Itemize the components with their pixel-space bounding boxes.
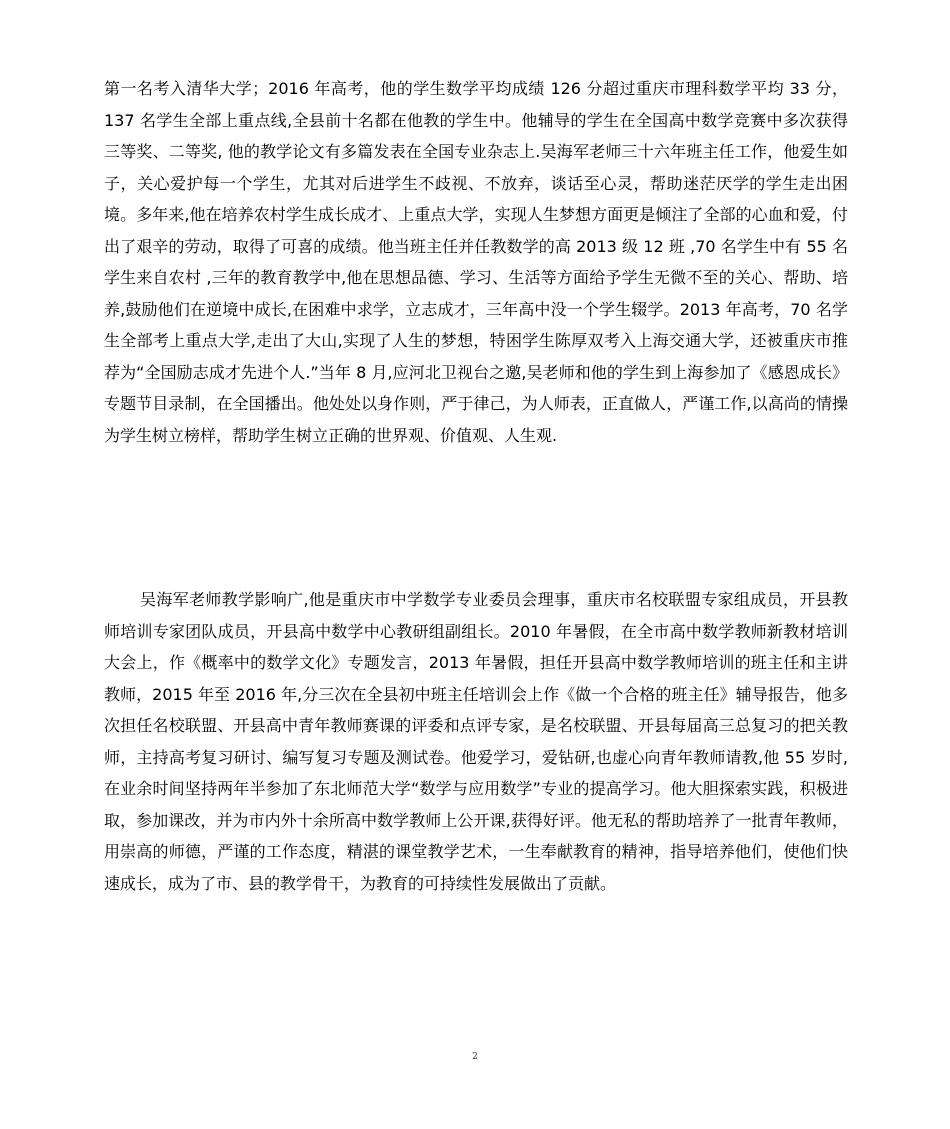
body-paragraph: 吴海军老师教学影响广,他是重庆市中学数学专业委员会理事，重庆市名校联盟专家组成员，开县教师培训专家团队成员，开县高中数学中心教研组副组长。2010 年暑假，在全市高中数学教师新教材培训大会上，作《概率中的数学文化》专题发言，2013 年暑假，担任开县高中数学教师培训的班主任和主讲教师，2015 年至 2016 年,分三次在全县初中班主任培训会上作《做一个合格的班主任》辅导报告，他多次担任名校联盟、开县高中青年教师赛课的评委和点评专家，是名校联盟、开县每届高三总复习的把关教师，主持高考复习研讨、编写复习专题及测试卷。他爱学习，爱钻研,也虚心向青年教师请教,他 55 岁时,在业余时间坚持两年半参加了东北师范大学“数学与应用数学”专业的提高学习。他大胆探索实践，积极进取，参加课改，并为市内外十余所高中数学教师上公开课,获得好评。他无私的帮助培养了一批青年教师，用崇高的师德，严谨的工作态度，精湛的课堂教学艺术，一生奉献教育的精神，指导培养他们，使他们快速成长，成为了市、县的教学骨干，为教育的可持续性发展做出了贡献。 xyxy=(104,590,848,893)
page-number: 2 xyxy=(472,1052,478,1062)
body-paragraph: 第一名考入清华大学；2016 年高考，他的学生数学平均成绩 126 分超过重庆市理科数学平均 33 分，137 名学生全部上重点线,全县前十名都在他教的学生中。他辅导的学生在全国高中数学竞赛中多次获得三等奖、二等奖, 他的教学论文有多篇发表在全国专业杂志上.吴海军老师三十六年班主任工作，他爱生如子，关心爱护每一个学生，尤其对后进学生不歧视、不放弃，谈话至心灵，帮助迷茫厌学的学生走出困境。多年来,他在培养农村学生成长成才、上重点大学，实现人生梦想方面更是倾注了全部的心血和爱，付出了艰辛的劳动，取得了可喜的成绩。他当班主任并任教数学的高 2013 级 12 班 ,70 名学生中有 55 名学生来自农村 ,三年的教育教学中,他在思想品德、学习、生活等方面给予学生无微不至的关心、帮助、培养,鼓励他们在逆境中成长,在困难中求学，立志成才，三年高中没一个学生辍学。2013 年高考，70 名学生全部考上重点大学,走出了大山,实现了人生的梦想，特困学生陈厚双考入上海交通大学，还被重庆市推荐为“全国励志成才先进个人.”当年 8 月,应河北卫视台之邀,吴老师和他的学生到上海参加了《感恩成长》专题节目录制，在全国播出。他处处以身作则，严于律己，为人师表，正直做人，严谨工作,以高尚的情操为学生树立榜样，帮助学生树立正确的世界观、价值观、人生观. xyxy=(104,79,848,445)
